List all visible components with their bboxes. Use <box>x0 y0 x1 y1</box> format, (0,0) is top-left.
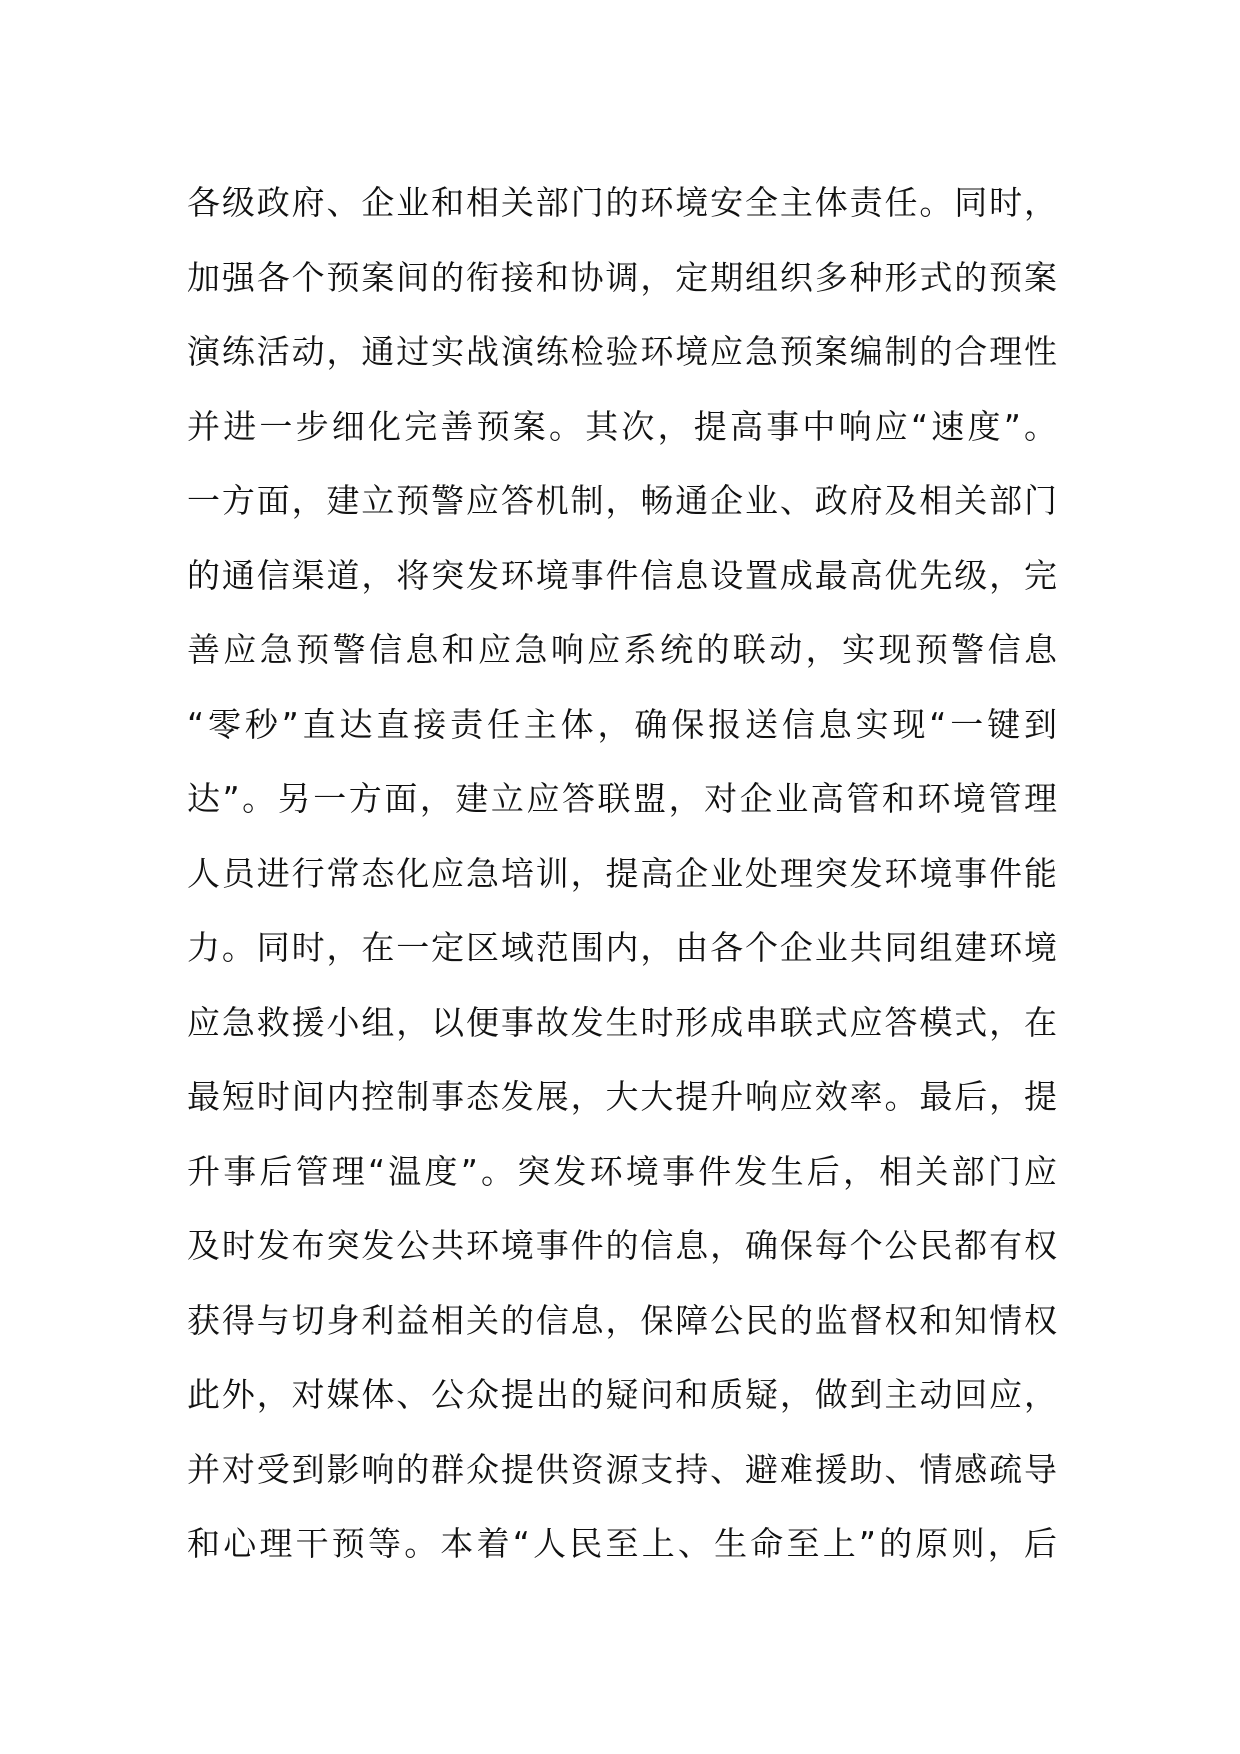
text-line: 并对受到影响的群众提供资源支持、避难援助、情感疏导 <box>187 1449 1057 1489</box>
text-line: 善应急预警信息和应急响应系统的联动，实现预警信息 <box>187 630 1057 669</box>
text-line: 此外，对媒体、公众提出的疑问和质疑，做到主动回应， <box>187 1375 1057 1414</box>
text-line: 的通信渠道，将突发环境事件信息设置成最高优先级，完 <box>187 555 1057 595</box>
text-line: 人员进行常态化应急培训，提高企业处理突发环境事件能 <box>187 853 1057 893</box>
text-line: 获得与切身利益相关的信息，保障公民的监督权和知情权 <box>187 1300 1057 1340</box>
text-line: 应急救援小组，以便事故发生时形成串联式应答模式，在 <box>187 1002 1057 1042</box>
text-line: “零秒”直达直接责任主体，确保报送信息实现“一键到 <box>187 704 1057 744</box>
text-line: 并进一步细化完善预案。其次，提高事中响应“速度”。 <box>187 406 1057 446</box>
text-line: 达”。另一方面，建立应答联盟，对企业高管和环境管理 <box>187 779 1057 818</box>
body-paragraph <box>187 166 1057 1582</box>
text-line: 加强各个预案间的衔接和协调，定期组织多种形式的预案 <box>187 257 1057 297</box>
text-line: 一方面，建立预警应答机制，畅通企业、政府及相关部门 <box>187 481 1057 520</box>
text-line: 和心理干预等。本着“人民至上、生命至上”的原则，后 <box>187 1524 1057 1563</box>
text-line: 演练活动，通过实战演练检验环境应急预案编制的合理性 <box>187 332 1057 371</box>
text-line: 最短时间内控制事态发展，大大提升响应效率。最后，提 <box>187 1077 1057 1116</box>
text-line: 升事后管理“温度”。突发环境事件发生后，相关部门应 <box>187 1151 1057 1191</box>
text-line: 各级政府、企业和相关部门的环境安全主体责任。同时， <box>187 183 1057 222</box>
text-line: 及时发布突发公共环境事件的信息，确保每个公民都有权 <box>187 1226 1057 1265</box>
text-line: 力。同时，在一定区域范围内，由各个企业共同组建环境 <box>187 928 1057 967</box>
